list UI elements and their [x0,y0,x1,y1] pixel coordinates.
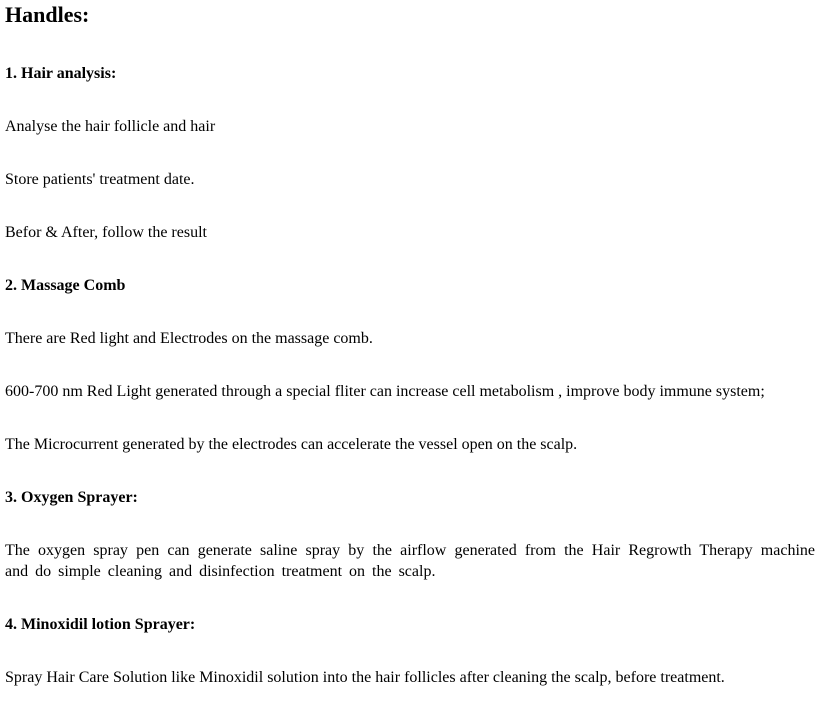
massage-comb-paragraph-2: 600-700 nm Red Light generated through a special fliter can increase cell metabolism , improve body immune system; [5,383,765,400]
hair-analysis-paragraph-3: Befor & After, follow the result [5,224,207,241]
minoxidil-sprayer-paragraph-1: Spray Hair Care Solution like Minoxidil solution into the hair follicles after cleaning the scalp, before treatment. [5,669,725,686]
section-heading-hair-analysis: 1. Hair analysis: [5,65,117,82]
massage-comb-paragraph-1: There are Red light and Electrodes on the massage comb. [5,330,373,347]
massage-comb-paragraph-3: The Microcurrent generated by the electrodes can accelerate the vessel open on the scalp. [5,436,578,453]
section-heading-oxygen-sprayer: 3. Oxygen Sprayer: [5,489,138,506]
hair-analysis-paragraph-1: Analyse the hair follicle and hair [5,118,216,135]
page-title: Handles: [5,2,90,27]
section-heading-minoxidil-sprayer: 4. Minoxidil lotion Sprayer: [5,616,196,633]
oxygen-sprayer-paragraph-1: The oxygen spray pen can generate saline spray by the airflow generated from the Hair Regrowth Therapy machine and do simple cleaning and disinfection treatment on the scalp. [5,542,815,580]
hair-analysis-paragraph-2: Store patients' treatment date. [5,171,195,188]
section-heading-massage-comb: 2. Massage Comb [5,277,126,294]
